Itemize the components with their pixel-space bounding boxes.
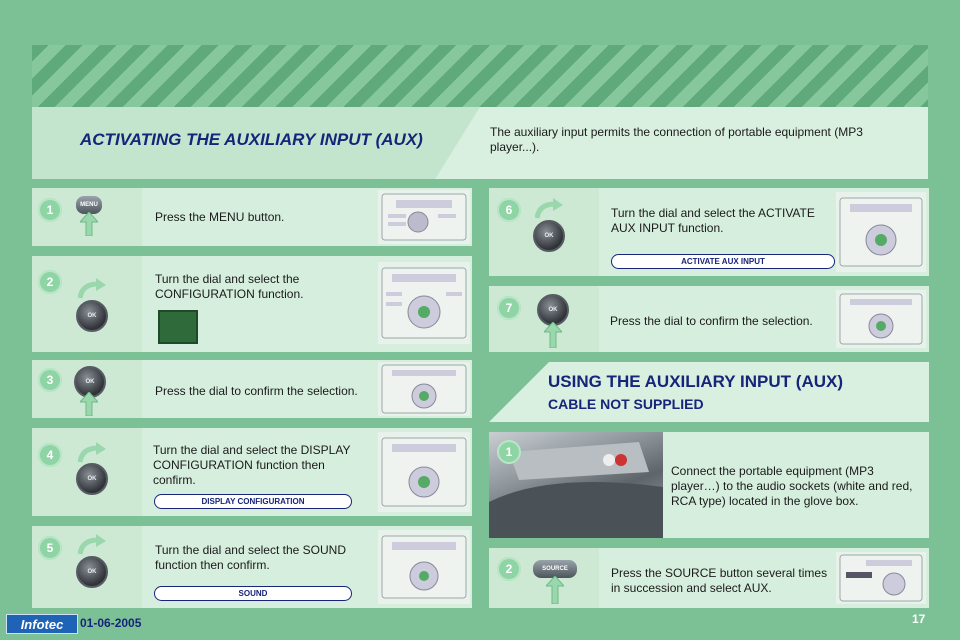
step-text: Turn the dial and select the SOUND function then confirm. — [155, 543, 346, 572]
step-text: Press the SOURCE button several times in succession and select AUX. — [611, 566, 828, 595]
step-text: Turn the dial and select the ACTIVATE AUX INPUT function. — [611, 206, 815, 235]
menu-option-pill: ACTIVATE AUX INPUT — [611, 254, 835, 269]
intro-text: The auxiliary input permits the connection of portable equipment (MP3 player...). — [490, 125, 863, 154]
step-text: Press the dial to confirm the selection. — [610, 314, 813, 328]
source-button-icon: SOURCE — [533, 560, 577, 578]
step-text: Press the dial to confirm the selection. — [155, 384, 358, 398]
radio-panel-icon — [836, 192, 926, 272]
step-number: 2 — [497, 557, 521, 581]
page-title: ACTIVATING THE AUXILIARY INPUT (AUX) — [80, 130, 423, 149]
step-number: 5 — [38, 536, 62, 560]
radio-panel-icon — [378, 190, 470, 244]
step-number: 7 — [497, 296, 521, 320]
radio-panel-icon — [378, 530, 470, 604]
step-number: 1 — [38, 198, 62, 222]
arrow-up-icon — [544, 322, 562, 348]
page-number: 17 — [912, 612, 926, 626]
step-number: 1 — [497, 440, 521, 464]
arrow-up-icon — [80, 212, 98, 236]
section2-subtitle: CABLE NOT SUPPLIED — [548, 396, 704, 412]
step-number: 2 — [38, 270, 62, 294]
section2-title: USING THE AUXILIARY INPUT (AUX) — [548, 372, 843, 391]
arrow-up-icon — [546, 576, 564, 604]
dial-ok-icon: OK — [76, 300, 108, 332]
rotate-arrow-icon — [78, 442, 106, 464]
step-text: Turn the dial and select the CONFIGURATION function. — [155, 272, 304, 301]
footer-date: 01-06-2005 — [80, 616, 142, 630]
rotate-arrow-icon — [535, 198, 563, 220]
arrow-up-icon — [80, 392, 98, 416]
dial-ok-icon: OK — [74, 366, 106, 398]
step-number: 6 — [497, 198, 521, 222]
step-text: Press the MENU button. — [155, 210, 285, 224]
radio-panel-icon — [378, 432, 470, 512]
menu-option-pill: DISPLAY CONFIGURATION — [154, 494, 352, 509]
equalizer-icon — [158, 310, 198, 344]
radio-panel-icon — [378, 262, 470, 344]
step-number: 4 — [38, 443, 62, 467]
radio-panel-icon — [836, 290, 926, 348]
radio-panel-icon — [378, 362, 470, 416]
radio-panel-icon — [836, 552, 926, 604]
striped-banner — [32, 45, 928, 107]
infotec-logo: Infotec — [6, 614, 78, 634]
dial-ok-icon: OK — [537, 294, 569, 326]
dial-ok-icon: OK — [533, 220, 565, 252]
menu-option-pill: SOUND — [154, 586, 352, 601]
rotate-arrow-icon — [78, 278, 106, 300]
step-number: 3 — [38, 368, 62, 392]
step-text: Turn the dial and select the DISPLAY CONFIGURATION function then confirm. — [153, 443, 351, 487]
section2-header — [489, 362, 929, 422]
dial-ok-icon: OK — [76, 463, 108, 495]
dial-ok-icon: OK — [76, 556, 108, 588]
menu-button-icon: MENU — [76, 196, 102, 214]
rotate-arrow-icon — [78, 534, 106, 556]
step-text: Connect the portable equipment (MP3 player…) to the audio sockets (white and red, RCA type) located in the glove box. — [671, 464, 913, 508]
